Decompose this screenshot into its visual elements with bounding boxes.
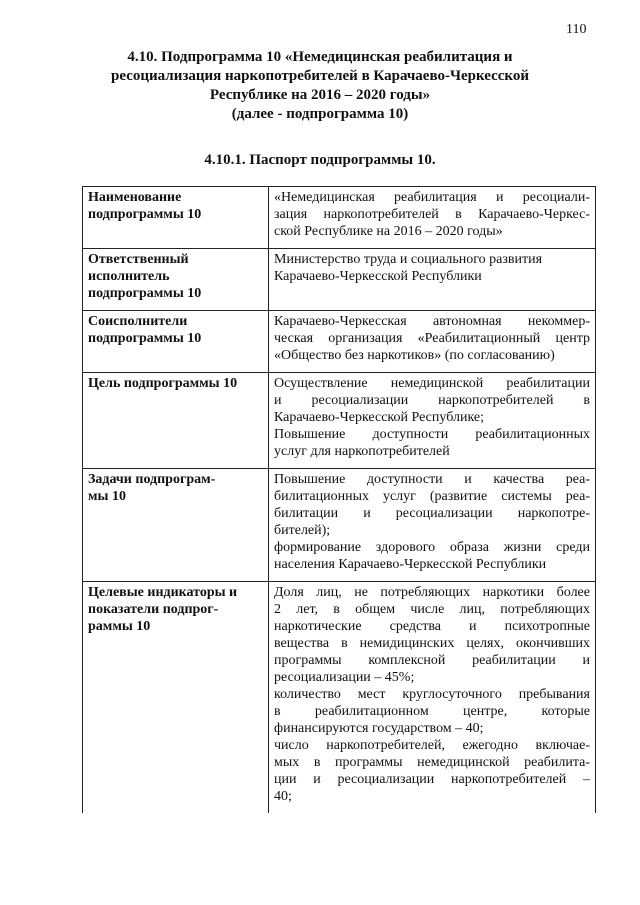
row-value-line: вещества в немидицинских целях, окончивших bbox=[274, 636, 590, 651]
row-value-line: количество мест круглосуточного пребывания bbox=[274, 687, 590, 702]
row-label-line: Цель подпрограммы 10 bbox=[88, 376, 238, 391]
row-label bbox=[83, 373, 269, 469]
table-row bbox=[83, 373, 596, 469]
row-value-line: ской Республике на 2016 – 2020 годы» bbox=[274, 224, 503, 239]
row-value-line: программы комплексной реабилитации и bbox=[274, 653, 590, 668]
row-value-line: Осуществление немедицинской реабилитации bbox=[274, 376, 590, 391]
row-value-line: населения Карачаево-Черкесской Республики bbox=[274, 557, 547, 572]
row-value-line: ресоциализации – 45%; bbox=[274, 670, 415, 685]
section-heading bbox=[0, 48, 640, 124]
row-value-line: Карачаево-Черкесской Республики bbox=[274, 269, 482, 284]
row-value-line: Карачаево-Черкесская автономная некоммер- bbox=[274, 314, 590, 329]
table-row bbox=[83, 187, 596, 249]
row-value-line: ции и ресоциализации наркопотребителей – bbox=[274, 772, 590, 787]
row-value-line: услуг для наркопотребителей bbox=[274, 444, 450, 459]
row-value-line: финансируются государством – 40; bbox=[274, 721, 484, 736]
row-label-line: подпрограммы 10 bbox=[88, 286, 202, 301]
row-value-line: 40; bbox=[274, 789, 292, 804]
row-value-line: «Общество без наркотиков» (по согласованию) bbox=[274, 348, 555, 363]
row-value-line: в реабилитационном центре, которые bbox=[274, 704, 590, 719]
row-label-line: раммы 10 bbox=[88, 619, 151, 634]
row-label bbox=[83, 582, 269, 814]
row-value-line: бителей); bbox=[274, 523, 331, 538]
row-value-line: «Немедицинская реабилитация и ресоциали- bbox=[274, 190, 590, 205]
row-value-line: и ресоциализации наркопотребителей в bbox=[274, 393, 590, 408]
row-value bbox=[269, 187, 596, 249]
table-row bbox=[83, 311, 596, 373]
row-value-line: мых в программы немедицинской реабилита- bbox=[274, 755, 590, 770]
row-label bbox=[83, 469, 269, 582]
row-value bbox=[269, 582, 596, 814]
row-label-line: Наименование bbox=[88, 190, 182, 205]
row-value-line: Повышение доступности реабилитационных bbox=[274, 427, 590, 442]
heading-line: Республике на 2016 – 2020 годы» bbox=[209, 87, 431, 103]
row-value-line: Доля лиц, не потребляющих наркотики более bbox=[274, 585, 590, 600]
page-number: 110 bbox=[566, 22, 587, 37]
row-label bbox=[83, 249, 269, 311]
row-value-line: билитационных услуг (развитие системы реа- bbox=[274, 489, 590, 504]
table-row bbox=[83, 469, 596, 582]
row-value-line: Карачаево-Черкесской Республике; bbox=[274, 410, 484, 425]
row-label-line: Ответственный bbox=[88, 252, 189, 267]
heading-line: (далее - подпрограмма 10) bbox=[231, 106, 409, 122]
table-row bbox=[83, 582, 596, 814]
row-value bbox=[269, 249, 596, 311]
row-label-line: Целевые индикаторы и bbox=[88, 585, 238, 600]
row-value bbox=[269, 311, 596, 373]
passport-subheading: 4.10.1. Паспорт подпрограммы 10. bbox=[204, 152, 436, 168]
row-value-line: Министерство труда и социального развития bbox=[274, 252, 543, 267]
row-value-line: наркотические средства и психотропные bbox=[274, 619, 590, 634]
row-label-line: Задачи подпрограм- bbox=[88, 472, 216, 487]
table-row bbox=[83, 249, 596, 311]
heading-line: 4.10. Подпрограмма 10 «Немедицинская реабилитация и bbox=[127, 49, 513, 65]
row-value-line: формирование здорового образа жизни среди bbox=[274, 540, 590, 555]
row-label bbox=[83, 187, 269, 249]
row-label bbox=[83, 311, 269, 373]
row-value-line: билитации и ресоциализации наркопотре- bbox=[274, 506, 590, 521]
row-value-line: число наркопотребителей, ежегодно включае- bbox=[274, 738, 590, 753]
row-value-line: 2 лет, в общем числе лиц, потребляющих bbox=[274, 602, 590, 617]
row-value bbox=[269, 373, 596, 469]
passport-table bbox=[82, 186, 596, 813]
row-label-line: подпрограммы 10 bbox=[88, 331, 202, 346]
row-label-line: исполнитель bbox=[88, 269, 170, 284]
heading-line: ресоциализация наркопотребителей в Карачаево-Черкесской bbox=[111, 68, 529, 84]
row-value-line: ческая организация «Реабилитационный центр bbox=[274, 331, 590, 346]
row-value-line: Повышение доступности и качества реа- bbox=[274, 472, 590, 487]
row-value bbox=[269, 469, 596, 582]
row-label-line: подпрограммы 10 bbox=[88, 207, 202, 222]
row-label-line: показатели подпрог- bbox=[88, 602, 219, 617]
row-label-line: Соисполнители bbox=[88, 314, 188, 329]
row-label-line: мы 10 bbox=[88, 489, 126, 504]
row-value-line: зация наркопотребителей в Карачаево-Черкес- bbox=[274, 207, 590, 222]
